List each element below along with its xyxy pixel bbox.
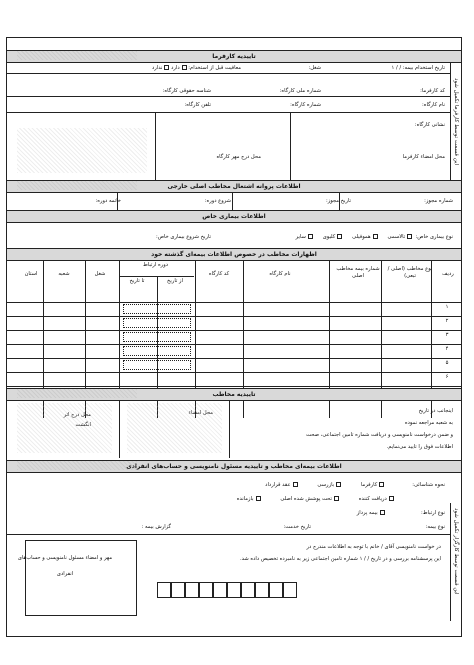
illness-option-4-checkbox[interactable] — [308, 234, 313, 239]
process-line: این پرسشنامه بررسی و در تاریخ / / ۱ شماره تامین اجتماعی زیر به نامبرده تخصیص داده شد. — [240, 556, 441, 562]
method-covered: تحت پوشش شده اصلی — [280, 496, 332, 502]
service-history-label: گزارش بیمه : — [141, 524, 171, 530]
workshop-name-label: نام کارگاه: — [422, 102, 445, 108]
exemption-has-label: دارد — [171, 65, 180, 71]
service-date-label: تاریخ خدمت: — [283, 524, 311, 530]
relation-row — [357, 510, 445, 516]
illness-option-3-checkbox[interactable] — [337, 234, 342, 239]
ssn-digit-box[interactable] — [269, 582, 283, 598]
illness-type-label: نوع بیماری خاص: — [415, 234, 453, 240]
side-label-top: این قسمت توسط کارفرما تکمیل شود — [453, 78, 459, 166]
side-label-bottom: این قسمت توسط کارگزار تکمیل شود — [453, 508, 459, 595]
confirm-line-4: اطلاعات فوق را تایید می‌نمایم. — [386, 444, 453, 450]
workshop-address-label: نشانی کارگاه: — [414, 122, 445, 128]
permit-number-label: شماره مجوز: — [424, 198, 453, 204]
section-foreign-permit: اطلاعات پروانه اشتغال مخاطب اصلی خارجی — [7, 180, 461, 193]
table-row-5: ۵ — [445, 360, 449, 366]
illness-option-4: سایر — [295, 234, 306, 240]
col-from-date: از تاریخ — [167, 278, 183, 284]
employer-signature-label: محل امضاء کارفرما — [402, 154, 445, 160]
col-contact-type: نوع مخاطب (اصلی / تبعی) — [387, 266, 433, 279]
table-row-3: ۳ — [445, 332, 449, 338]
workshop-seal-label: محل درج مهر کارگاه — [216, 154, 261, 160]
workshop-phone-label: تلفن کارگاه: — [184, 102, 211, 108]
section-contact-confirm: تاییدیه مخاطب — [7, 388, 461, 401]
confirm-line-1: اینجانب در تاریخ — [418, 408, 453, 414]
ssn-digit-box[interactable] — [241, 582, 255, 598]
workshop-national-id-label: شماره ملی کارگاه: — [279, 88, 321, 94]
exemption-hasnot-checkbox[interactable] — [164, 65, 169, 70]
shift-label: شغل: — [308, 65, 321, 71]
section-special-illness: اطلاعات بیماری خاص — [7, 210, 461, 223]
method-covered-checkbox[interactable] — [334, 496, 339, 501]
request-line: در خواست نامنویسی آقای / خانم با توجه به اطلاعات مندرج در — [306, 544, 441, 550]
fingerprint-label: محل درج اثر انگشت — [63, 412, 91, 428]
illness-option-2: هموفیلی — [352, 234, 371, 240]
insurance-form — [6, 37, 462, 637]
section-employer: تاییدیه کارفرما — [7, 50, 461, 63]
ssn-digit-box[interactable] — [199, 582, 213, 598]
method-survivor-checkbox[interactable] — [256, 496, 261, 501]
confirm-line-2: به شعبه مراجعه نموده — [404, 420, 453, 426]
ssn-digit-box[interactable] — [185, 582, 199, 598]
ssn-digit-box[interactable] — [283, 582, 297, 598]
confirm-line-3: و ضمن درخواست نامنویسی و دریافت شماره تامین اجتماعی، صحت — [306, 432, 453, 438]
contact-signature-label: محل امضاء — [188, 410, 213, 416]
method-contract: عقد قرارداد — [265, 482, 291, 488]
illness-option-3: کلیوی — [322, 234, 336, 240]
method-receiver-checkbox[interactable] — [389, 496, 394, 501]
insurance-type-label: نوع بیمه: — [425, 524, 445, 530]
identity-method-label: نحوه شناسائی: — [412, 482, 445, 488]
relation-payer-checkbox[interactable] — [380, 510, 385, 515]
table-row-2: ۲ — [445, 318, 449, 324]
ssn-digit-box[interactable] — [157, 582, 171, 598]
method-inspection: بازرسی — [317, 482, 335, 488]
col-row: ردیف — [442, 271, 454, 277]
relation-type-label: نوع ارتباط: — [421, 510, 445, 516]
method-receiver: دریافت کننده — [358, 496, 387, 502]
section-past-insurance: اظهارات مخاطب در خصوص اطلاعات بیمه‌ای گذشته خود — [7, 248, 461, 261]
section-individual: اطلاعات بیمه‌ای مخاطب و تاییدیه مسئول نامنویسی و حساب‌های انفرادی — [7, 460, 461, 473]
hire-date-label: تاریخ استخدام بیمه: / / ۱ — [391, 65, 445, 71]
col-workshop-name: نام کارگاه — [269, 271, 291, 277]
col-insurance-number: شماره بیمه مخاطب اصلی — [336, 266, 380, 279]
exemption-row — [152, 65, 241, 71]
col-to-date: تا تاریخ — [129, 278, 145, 284]
method-contract-checkbox[interactable] — [293, 482, 298, 487]
ssn-digit-box[interactable] — [255, 582, 269, 598]
col-period: دوره ارتباط — [142, 262, 169, 268]
end-date-label: خاتمه دوره: — [95, 198, 121, 204]
col-branch: شعبه — [58, 271, 70, 277]
exemption-label: معافیت قبل از استخدام: — [188, 65, 241, 71]
ssn-digit-box[interactable] — [227, 582, 241, 598]
identity-row — [265, 482, 445, 488]
illness-option-1-checkbox[interactable] — [407, 234, 412, 239]
exemption-has-checkbox[interactable] — [182, 65, 187, 70]
table-row-1: ۱ — [445, 304, 449, 310]
method-employer: کارفرما — [360, 482, 378, 488]
method-employer-checkbox[interactable] — [379, 482, 384, 487]
legal-id-label: شناسه حقوقی کارگاه: — [162, 88, 211, 94]
ssn-digit-box[interactable] — [213, 582, 227, 598]
col-province: استان — [24, 271, 38, 277]
start-date-label: شروع دوره: — [204, 198, 231, 204]
permit-date-label: تاریخ مجوز: — [325, 198, 351, 204]
method-survivor: بازمانده — [236, 496, 254, 502]
illness-start-date-label: تاریخ شروع بیماری خاص: — [155, 234, 211, 240]
exemption-hasnot-label: ندارد — [151, 65, 163, 71]
illness-row — [296, 234, 453, 240]
col-workshop-code: کد کارگاه — [208, 271, 230, 277]
workshop-number-label: شماره کارگاه: — [290, 102, 321, 108]
col-job: شغل — [94, 271, 106, 277]
employer-code-label: کد کارفرما: — [420, 88, 445, 94]
officer-seal-label: مهر و امضاء مسئول نامنویسی و حساب‌های انفرادی — [17, 555, 113, 577]
table-row-4: ۴ — [445, 346, 449, 352]
illness-option-2-checkbox[interactable] — [373, 234, 378, 239]
identity-row-2 — [237, 496, 445, 502]
relation-payer: بیمه پرداز — [356, 510, 378, 516]
ssn-digit-box[interactable] — [171, 582, 185, 598]
method-inspection-checkbox[interactable] — [336, 482, 341, 487]
illness-option-1: تالاسمی — [387, 234, 406, 240]
table-row-6: ۶ — [445, 374, 449, 380]
